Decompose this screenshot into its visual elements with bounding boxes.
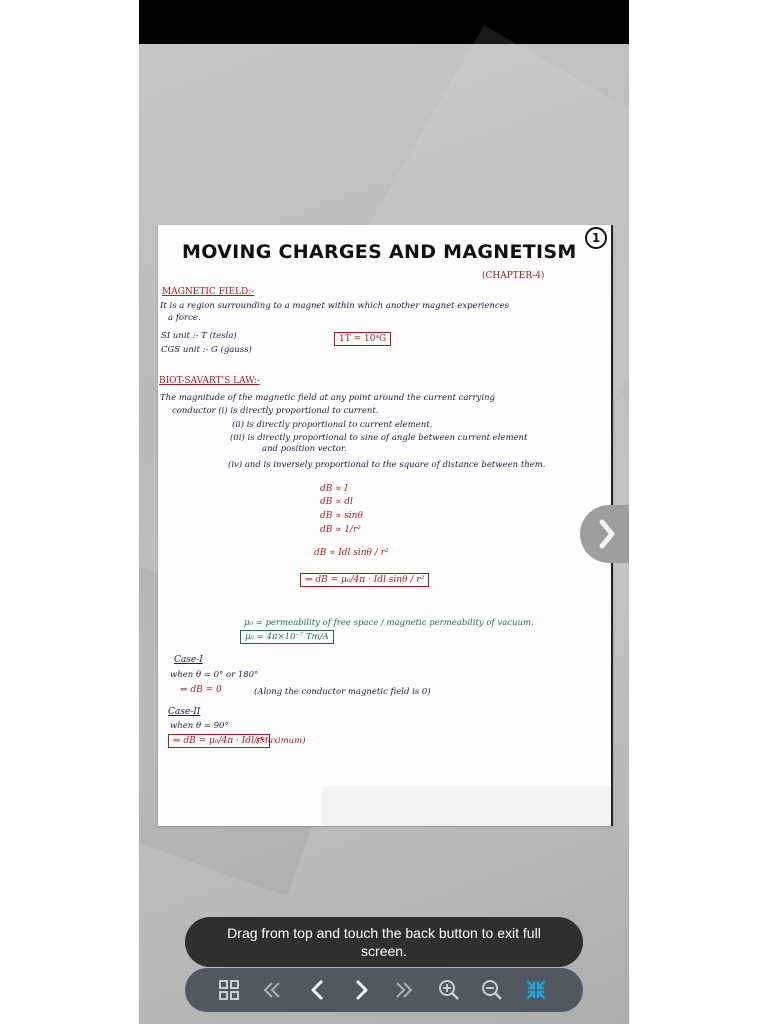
first-page-icon <box>261 979 283 1001</box>
mu-definition: μ₀ = permeability of free space / magnetic permeability of vacuum. <box>244 618 534 628</box>
prev-page-icon <box>307 979 329 1001</box>
note-page[interactable] <box>158 225 613 826</box>
top-status-bar <box>139 0 629 44</box>
first-page-button[interactable] <box>258 976 286 1004</box>
law-line: (iii) is directly proportional to sine of angle between current element <box>230 433 528 443</box>
page-number-badge: 1 <box>585 227 607 249</box>
last-page-button[interactable] <box>390 976 418 1004</box>
zoom-out-icon <box>480 978 504 1002</box>
case2-condition: when θ = 90° <box>170 721 229 731</box>
definition-line: It is a region surrounding to a magnet within which another magnet experiences <box>160 301 510 311</box>
chevron-right-icon <box>580 505 629 563</box>
grid-icon <box>218 979 240 1001</box>
biot-savart-heading: BIOT-SAVART'S LAW:- <box>159 376 260 386</box>
grid-view-button[interactable] <box>215 976 243 1004</box>
si-unit: SI unit :- T (tesla) <box>161 331 237 341</box>
case2-heading: Case-II <box>168 707 201 717</box>
zoom-in-icon <box>437 978 461 1002</box>
equation: dB ∝ dl <box>320 497 353 507</box>
fullscreen-exit-icon <box>525 979 547 1001</box>
zoom-in-button[interactable] <box>435 976 463 1004</box>
magnetic-field-heading: MAGNETIC FIELD:- <box>162 287 255 297</box>
law-line: (ii) is directly proportional to current element. <box>232 420 433 430</box>
case1-note: (Along the conductor magnetic field is 0) <box>254 687 431 697</box>
unit-relation-box: 1T = 10⁴G <box>334 332 391 346</box>
equation: dB ∝ I <box>320 484 348 494</box>
cgs-unit: CGS unit :- G (gauss) <box>161 345 252 355</box>
result-equation-box: ⇒ dB = μ₀/4π · Idl sinθ / r² <box>300 573 429 587</box>
next-page-tab[interactable] <box>580 505 629 563</box>
equation: dB ∝ 1/r² <box>320 525 361 535</box>
law-line: and position vector. <box>262 444 347 454</box>
fullscreen-toast <box>185 917 583 967</box>
zoom-out-button[interactable] <box>478 976 506 1004</box>
case2-note: (Maximum) <box>256 736 306 746</box>
previous-page-button[interactable] <box>304 976 332 1004</box>
law-line: (iv) and is inversely proportional to the square of distance between them. <box>228 460 546 470</box>
equation: dB ∝ Idl sinθ / r² <box>314 548 389 558</box>
page-title: MOVING CHARGES AND MAGNETISM <box>182 241 577 263</box>
next-page-icon <box>350 979 372 1001</box>
case2-result-box: ⇒ dB = μ₀/4π · Idl/r² <box>168 734 270 748</box>
law-line: The magnitude of the magnetic field at any point around the current carrying <box>160 393 495 403</box>
equation: dB ∝ sinθ <box>320 511 363 521</box>
page-scan-edge <box>322 786 611 826</box>
law-line: conductor (i) is directly proportional to current. <box>172 406 379 416</box>
mu-value-box: μ₀ = 4π×10⁻⁷ Tm/A <box>240 630 334 644</box>
next-page-button[interactable] <box>347 976 375 1004</box>
definition-line: a force. <box>168 313 201 323</box>
exit-fullscreen-button[interactable] <box>522 976 550 1004</box>
case1-condition: when θ = 0° or 180° <box>170 670 259 680</box>
case1-heading: Case-I <box>174 655 203 665</box>
toast-message: Drag from top and touch the back button to exit full screen. <box>227 925 541 959</box>
chapter-label: (CHAPTER-4) <box>482 271 545 281</box>
case1-result: ⇒ dB = 0 <box>180 685 222 695</box>
last-page-icon <box>393 979 415 1001</box>
document-viewer[interactable] <box>139 0 629 1024</box>
viewer-toolbar <box>185 968 583 1012</box>
